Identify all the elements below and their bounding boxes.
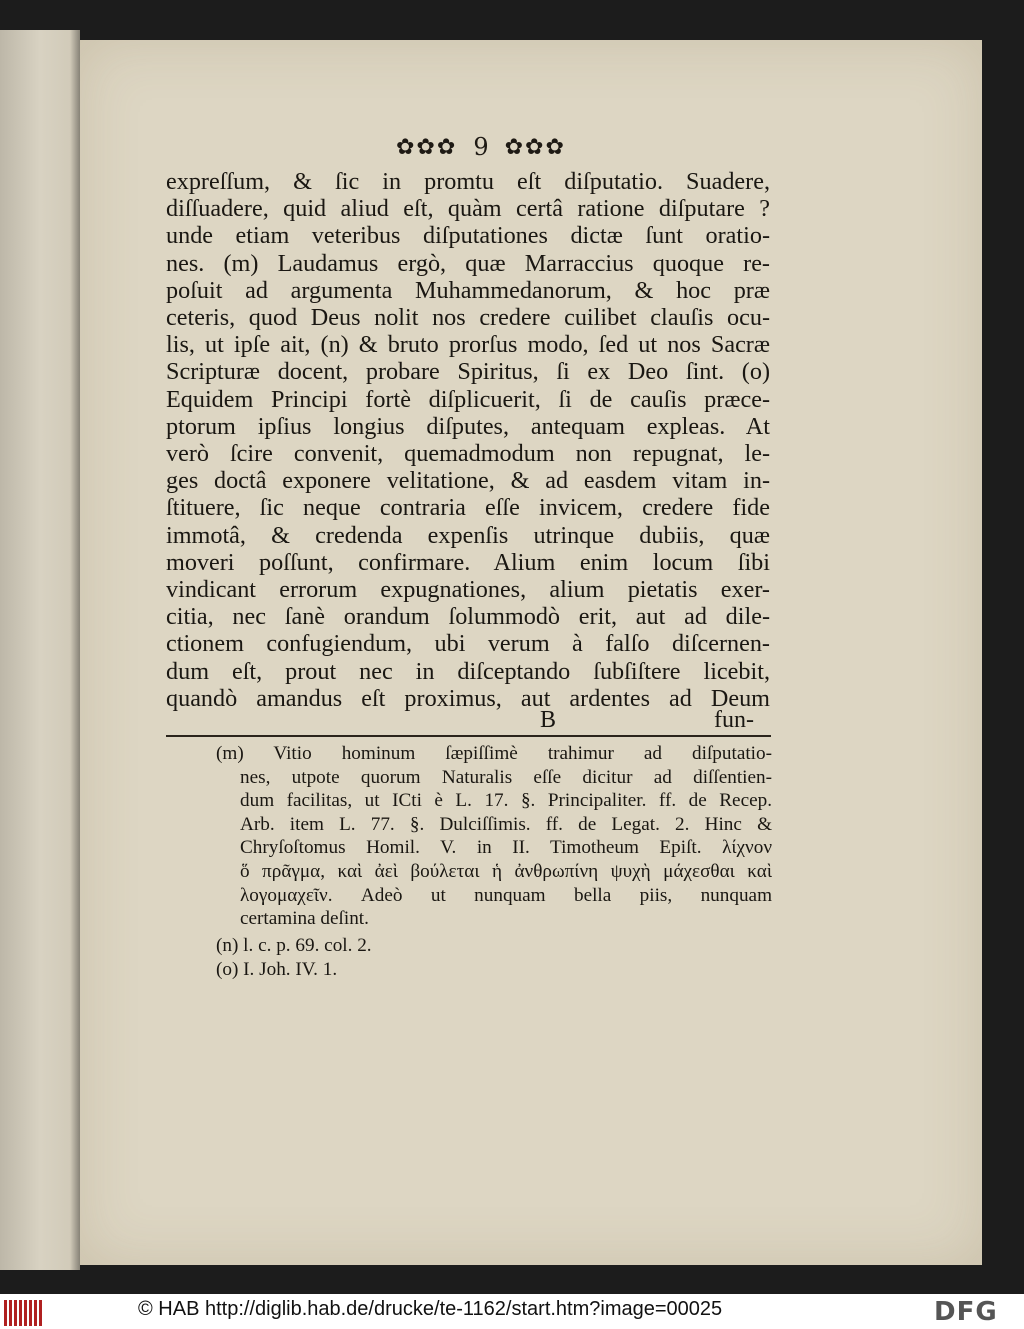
text-line: ceteris, quod Deus nolit nos credere cuilibet clauſis ocu- <box>166 304 770 332</box>
footnote-line: dum facilitas, ut ICti è L. 17. §. Principaliter. ff. de Recep. <box>240 790 772 812</box>
page-header <box>396 133 566 161</box>
text-line: vindicant errorum expugnationes, alium pietatis exer- <box>166 576 770 604</box>
ornament-right-icon: ✿✿✿ <box>504 134 566 160</box>
footnote-line: certamina deſint. <box>240 908 369 930</box>
footnote-line: Arb. item L. 77. §. Dulciſſimis. ff. de Legat. 2. Hinc & <box>240 813 772 835</box>
text-line: expreſſum, & ſic in promtu eſt diſputatio. Suadere, <box>166 168 770 195</box>
signature-mark: B <box>540 707 557 733</box>
page-gutter-shadow <box>70 30 80 1270</box>
text-line: ptorum ipſius longius diſputes, antequam expleas. At <box>166 412 770 440</box>
text-line: diſſuadere, quid aliud eſt, quàm certâ ratione diſputare ? <box>166 195 770 223</box>
text-line: ſtituere, ſic neque contraria eſſe invicem, credere fide <box>166 494 770 522</box>
footnote-ref-n: (n) l. c. p. 69. col. 2. <box>216 935 372 956</box>
text-line: Equidem Principi fortè diſplicuerit, ſi de cauſis præce- <box>166 385 770 413</box>
text-line: immotâ, & credenda expenſis utrinque dubiis, quæ <box>166 521 770 549</box>
text-line: quandò amandus eſt proximus, aut ardentes ad Deum <box>166 684 770 712</box>
text-line: verò ſcire convenit, quemadmodum non repugnat, le- <box>166 440 770 468</box>
text-line: dum eſt, prout nec in diſceptando ſubſiſtere licebit, <box>166 657 770 685</box>
text-line: citia, nec ſanè orandum ſolummodò erit, aut ad dile- <box>166 603 770 631</box>
hab-logo-icon <box>4 1300 42 1326</box>
text-line: poſuit ad argumenta Muhammedanorum, & hoc præ <box>166 276 770 304</box>
text-line: unde etiam veteribus diſputationes dictæ ſunt oratio- <box>166 222 770 250</box>
main-text-block <box>166 168 770 712</box>
footnote-ref-o: (o) I. Joh. IV. 1. <box>216 959 338 980</box>
viewer-footer <box>0 1294 1024 1329</box>
text-line: ges doctâ exponere velitatione, & ad easdem vitam in- <box>166 467 770 495</box>
text-line: Scripturæ docent, probare Spiritus, ſi ex Deo ſint. (o) <box>166 358 770 386</box>
copyright-link[interactable]: © HAB http://diglib.hab.de/drucke/te-1162/start.htm?image=00025 <box>138 1298 723 1320</box>
footnote-block <box>216 742 772 931</box>
text-line: lis, ut ipſe ait, (n) & bruto prorſus modo, ſed ut nos Sacræ <box>166 331 770 359</box>
catchword: fun- <box>714 707 754 733</box>
text-line: nes. (m) Laudamus ergò, quæ Marraccius quoque re- <box>166 249 770 277</box>
previous-page-edge <box>0 30 80 1270</box>
text-line: moveri poſſunt, confirmare. Alium enim locum ſibi <box>166 548 770 576</box>
footnote-rule <box>166 735 771 737</box>
footnote-line: (m) Vitio hominum ſæpiſſimè trahimur ad diſputatio- <box>216 743 772 764</box>
footnote-line: Chryſoſtomus Homil. V. in II. Timotheum Epiſt. λίχνον <box>240 837 772 859</box>
dfg-logo: DFG <box>934 1297 998 1327</box>
ornament-left-icon: ✿✿✿ <box>396 134 458 160</box>
footnote-line: ὅ πρᾶγμα, καὶ ἀεὶ βούλεται ἡ ἀνθρωπίνη ψυχὴ μάχεσθαι καὶ <box>240 860 772 882</box>
text-line: ctionem confugiendum, ubi verum à falſo diſcernen- <box>166 630 770 658</box>
footnote-line: λογομαχεῖν. Adeò ut nunquam bella piis, nunquam <box>240 884 772 906</box>
footnote-references <box>216 934 372 982</box>
page-number: 9 <box>473 133 489 161</box>
footnote-line: nes, utpote quorum Naturalis eſſe dicitur ad diſſentien- <box>240 766 772 788</box>
